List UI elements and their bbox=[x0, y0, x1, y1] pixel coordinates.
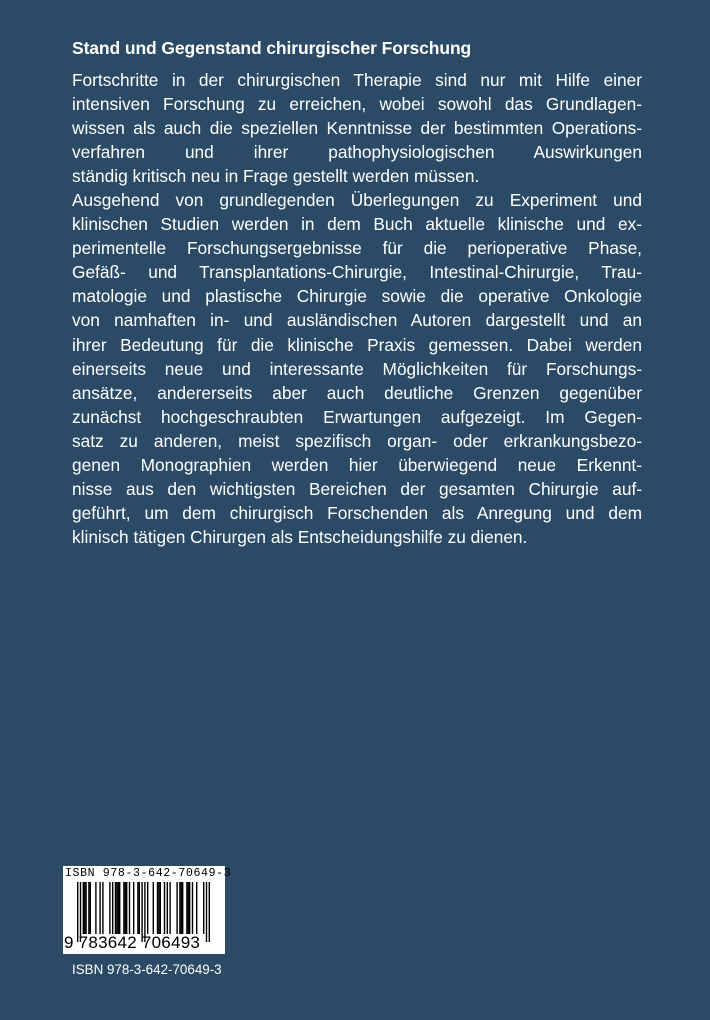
barcode-bar bbox=[129, 882, 130, 934]
barcode-bar bbox=[182, 882, 183, 934]
barcode-bar bbox=[84, 882, 85, 934]
barcode-bar bbox=[189, 882, 190, 934]
barcode-bar bbox=[115, 882, 116, 934]
barcode-bar bbox=[90, 882, 91, 934]
cover-title: Stand und Gegenstand chirurgischer Forschung bbox=[72, 38, 472, 58]
cover-description bbox=[72, 68, 642, 549]
barcode-bar bbox=[112, 882, 113, 934]
barcode-bar bbox=[118, 882, 119, 934]
description-line: klinisch tätigen Chirurgen als Entscheidungshilfe zu dienen. bbox=[72, 526, 528, 547]
barcode-bar bbox=[206, 882, 207, 942]
barcode-bar bbox=[147, 882, 148, 934]
description-line: Ausgehend von grundlegenden Überlegungen zu Experiment und bbox=[72, 190, 642, 211]
description-line: Fortschritte in der chirurgischen Therapie sind nur mit Hilfe einer bbox=[72, 70, 642, 90]
description-line: Gefäß- und Transplantations-Chirurgie, Intestinal-Chirurgie, Trau- bbox=[72, 262, 642, 283]
description-line: matologie und plastische Chirurgie sowie die operative Onkologie bbox=[72, 286, 642, 307]
barcode-bar bbox=[181, 882, 182, 934]
barcode-bar bbox=[119, 882, 120, 934]
isbn-text: ISBN 978-3-642-70649-3 bbox=[72, 962, 222, 977]
description-line: perimentelle Forschungsergebnisse für die perioperative Phase, bbox=[72, 238, 642, 259]
barcode-bar bbox=[95, 882, 96, 934]
barcode-bar bbox=[102, 882, 103, 934]
barcode-bar bbox=[192, 882, 193, 934]
description-line: geführt, um dem chirurgisch Forschenden als Anregung und dem bbox=[72, 502, 642, 523]
barcode bbox=[63, 866, 232, 954]
barcode-bar bbox=[85, 882, 86, 934]
barcode-bar bbox=[186, 882, 187, 934]
barcode-bar bbox=[133, 882, 134, 934]
description-line: zunächst hochgeschraubten Erwartungen aufgezeigt. Im Gegen- bbox=[72, 406, 642, 427]
barcode-bar bbox=[83, 882, 84, 934]
barcode-bar bbox=[99, 882, 100, 934]
description-line: einerseits neue und interessante Möglichkeiten für Forschungs- bbox=[72, 358, 642, 379]
description-line: wissen als auch die speziellen Kenntnisse der bestimmten Operations- bbox=[72, 118, 642, 139]
barcode-bar bbox=[209, 882, 210, 942]
description-line: von namhaften in- und ausländischen Autoren dargestellt und an bbox=[72, 310, 642, 331]
barcode-bar bbox=[164, 882, 165, 934]
barcode-bar bbox=[137, 882, 138, 934]
description-line: ansätze, andererseits aber auch deutliche Grenzen gegenüber bbox=[72, 382, 642, 403]
barcode-bar bbox=[139, 882, 140, 934]
barcode-bar bbox=[123, 882, 124, 934]
barcode-bar bbox=[196, 882, 197, 934]
description-line: satz zu anderen, meist spezifisch organ- oder erkrankungsbezo- bbox=[72, 430, 642, 451]
barcode-bar bbox=[169, 882, 170, 934]
description-line: genen Monographien werden hier überwiegend neue Erkennt- bbox=[72, 454, 642, 475]
barcode-digits: 9 783642 706493 bbox=[64, 933, 201, 952]
description-line: klinischen Studien werden in dem Buch aktuelle klinische und ex- bbox=[72, 214, 642, 235]
barcode-bar bbox=[126, 882, 127, 934]
description-line: verfahren und ihrer pathophysiologischen Auswirkungen bbox=[72, 142, 642, 163]
description-line: ihrer Bedeutung für die klinische Praxis gemessen. Dabei werden bbox=[72, 334, 642, 355]
barcode-bar bbox=[188, 882, 189, 934]
barcode-bar bbox=[157, 882, 158, 934]
barcode-bar bbox=[88, 882, 89, 934]
barcode-bar bbox=[160, 882, 161, 934]
barcode-bar bbox=[125, 882, 126, 934]
barcode-bar bbox=[153, 882, 154, 934]
barcode-bar bbox=[176, 882, 177, 934]
barcode-bar bbox=[203, 882, 204, 934]
barcode-bar bbox=[158, 882, 159, 934]
barcode-bar bbox=[167, 882, 168, 934]
barcode-bar bbox=[109, 882, 110, 934]
barcode-isbn-label: ISBN 978-3-642-70649-3 bbox=[65, 867, 232, 880]
description-line: nisse aus den wichtigsten Bereichen der gesamten Chirurgie auf- bbox=[72, 478, 642, 499]
barcode-bar bbox=[116, 882, 117, 934]
description-line: intensiven Forschung zu erreichen, wobei sowohl das Grundlagen- bbox=[72, 94, 642, 115]
barcode-bar bbox=[179, 882, 180, 934]
description-line: ständig kritisch neu in Frage gestellt werden müssen. bbox=[72, 166, 480, 187]
